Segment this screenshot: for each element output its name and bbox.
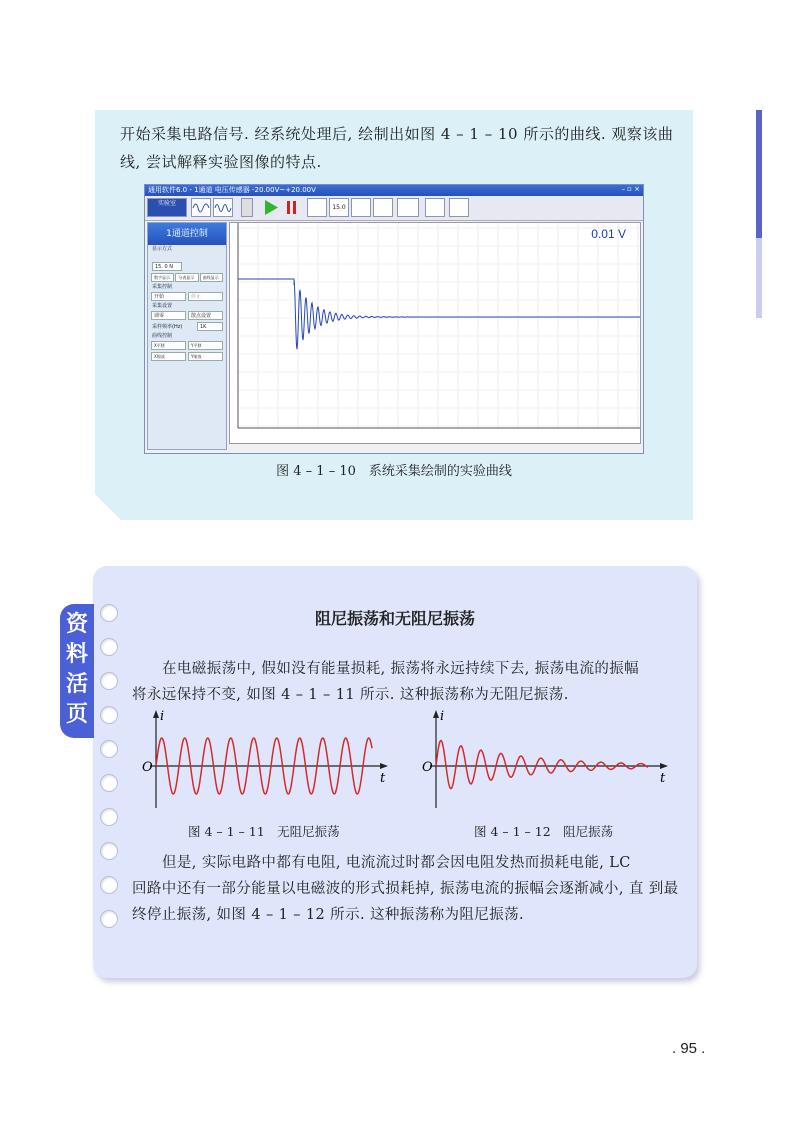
- x-translate-control[interactable]: X平移: [151, 341, 186, 350]
- scope-svg: [230, 223, 640, 443]
- wave-multi-icon[interactable]: [213, 198, 233, 217]
- para2-line-c: 到最终停止振荡, 如图 4 – 1 – 12 所示. 这种振荡称为阻尼振荡.: [132, 881, 679, 923]
- paragraph-1: [132, 656, 680, 708]
- page-icon[interactable]: [241, 198, 253, 217]
- chart-bars-icon[interactable]: [329, 198, 349, 217]
- digital-display-button[interactable]: 数字显示: [151, 273, 174, 282]
- channel-control-panel: [147, 222, 227, 450]
- table-display-button[interactable]: 分表显示: [175, 273, 198, 282]
- zero-button[interactable]: 调零: [151, 311, 186, 320]
- scale-icon[interactable]: [373, 198, 393, 217]
- window-controls[interactable]: – ▫ ×: [621, 185, 640, 193]
- camera-icon[interactable]: [449, 198, 469, 217]
- tab-char: 页: [65, 702, 88, 727]
- scope-plot: [229, 222, 641, 444]
- pause-icon[interactable]: [283, 198, 301, 217]
- start-button[interactable]: 开始: [151, 292, 186, 301]
- show-mode-label: 显示方式: [152, 246, 173, 252]
- tab-char: 资: [65, 612, 88, 637]
- x-scale-control[interactable]: X缩放: [151, 352, 186, 361]
- origin-label: O: [142, 760, 153, 775]
- binder-ring: [100, 842, 118, 860]
- software-toolbar: [145, 196, 643, 221]
- freq-select[interactable]: 1K: [197, 322, 223, 331]
- wave-icon[interactable]: [191, 198, 211, 217]
- t-axis-arrow: [380, 763, 388, 769]
- current-wave: [436, 741, 648, 789]
- intro-line-2: 线, 尝试解释实验图像的特点.: [120, 153, 322, 171]
- software-window: [144, 184, 644, 454]
- curve-display-button[interactable]: 曲线显示: [200, 273, 223, 282]
- binder-ring: [100, 876, 118, 894]
- page-number: . 95 .: [672, 1040, 706, 1057]
- collect-label: 采集控制: [152, 284, 173, 290]
- i-label: i: [440, 709, 445, 724]
- point-settings-button[interactable]: 散点设置: [188, 311, 223, 320]
- freq-label: 采样频率(Hz): [152, 323, 183, 330]
- i-label: i: [160, 709, 165, 724]
- caption-undamped: 图 4 – 1 – 11 无阻尼振荡: [188, 824, 340, 839]
- binder-ring: [100, 638, 118, 656]
- binder-ring: [100, 808, 118, 826]
- edge-tab-bar-light: [756, 238, 762, 318]
- channel-header: 1通道控制: [148, 223, 226, 245]
- binder-ring: [100, 740, 118, 758]
- window-title: 通用软件6.0 - 1通道 电压传感器 -20.00V~+20.00V: [145, 185, 643, 196]
- damped-oscillation-graph: [420, 708, 680, 812]
- figure-caption: 图 4 – 1 – 10 系统采集绘制的实验曲线: [276, 464, 512, 479]
- para2-line-b: 回路中还有一部分能量以电磁波的形式损耗掉, 振荡电流的振幅会逐渐减小, 直: [132, 881, 644, 897]
- wrench-icon[interactable]: [351, 198, 371, 217]
- value-box: 15. 0 N: [152, 262, 182, 271]
- settings-label: 采集设置: [152, 303, 173, 309]
- caption-damped: 图 4 – 1 – 12 阻尼振荡: [474, 824, 614, 839]
- play-icon[interactable]: [261, 198, 281, 217]
- intro-text: [120, 120, 680, 176]
- y-scale-control[interactable]: Y缩放: [188, 352, 223, 361]
- undamped-oscillation-graph: [140, 708, 400, 812]
- lab-logo: 实验室: [147, 198, 187, 217]
- origin-label: O: [422, 760, 433, 775]
- i-axis-arrow: [433, 710, 439, 718]
- tab-char: 活: [65, 672, 88, 697]
- voltage-readout: 0.01 V: [591, 227, 626, 241]
- edge-tab-bar: [756, 110, 762, 238]
- t-axis-arrow: [660, 763, 668, 769]
- i-axis-arrow: [153, 710, 159, 718]
- tab-char: 料: [65, 642, 88, 667]
- binder-ring: [100, 910, 118, 928]
- stop-button[interactable]: 停止: [188, 292, 223, 301]
- intro-line-1: 开始采集电路信号. 经系统处理后, 绘制出如图 4 – 1 – 10 所示的曲线. 观察该曲: [120, 125, 674, 143]
- notepad-icon[interactable]: [425, 198, 445, 217]
- para1-line-b: 将永远保持不变, 如图 4 – 1 – 11 所示. 这种振荡称为无阻尼振荡.: [132, 687, 569, 703]
- curve-control-label: 曲线控制: [152, 333, 173, 339]
- t-label: t: [660, 771, 666, 786]
- meter-icon[interactable]: [397, 198, 419, 217]
- resource-tab-text: [60, 610, 94, 730]
- binder-ring: [100, 672, 118, 690]
- paragraph-2: [132, 850, 680, 928]
- resource-title: 阻尼振荡和无阻尼振荡: [314, 609, 475, 628]
- binder-ring: [100, 774, 118, 792]
- display-value: 15.0: [332, 204, 346, 211]
- t-label: t: [380, 771, 386, 786]
- para1-line-a: 在电磁振荡中, 假如没有能量损耗, 振荡将永远持续下去, 振荡电流的振幅: [162, 661, 640, 677]
- y-translate-control[interactable]: Y平移: [188, 341, 223, 350]
- para2-line-a: 但是, 实际电路中都有电阻, 电流流过时都会因电阻发热而损耗电能, LC: [162, 855, 631, 871]
- binder-ring: [100, 706, 118, 724]
- table-icon[interactable]: [307, 198, 327, 217]
